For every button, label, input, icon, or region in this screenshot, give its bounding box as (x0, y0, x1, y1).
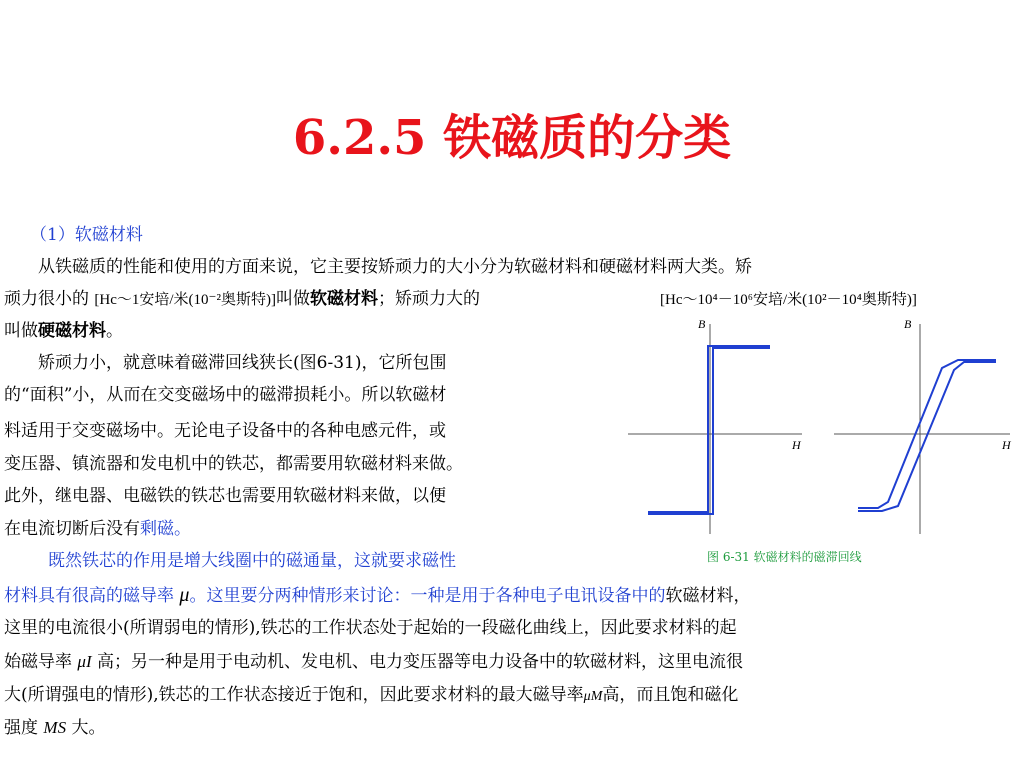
soft-material-term: 软磁材料 (309, 289, 378, 309)
para3-line6-pre: 强度 (4, 718, 38, 738)
para3-line4 (4, 650, 743, 674)
para2-line4: 变压器、镇流器和发电机中的铁芯，都需要用软磁材料来做。 (4, 454, 463, 474)
para1-line2-post: ；矫顽力大的 (377, 289, 480, 309)
soft-loop-upper (648, 346, 770, 512)
remanence-term: 剩磁。 (140, 519, 191, 539)
para2-line5: 此外，继电器、电磁铁的铁芯也需要用软磁材料来做，以便 (4, 486, 446, 506)
para1-line2-mid: 叫做 (275, 289, 310, 309)
para3-line2 (4, 583, 750, 608)
para1-line1: 从铁磁质的性能和使用的方面来说，它主要按矫顽力的大小分为软磁材料和硬磁材料两大类。矫 (38, 257, 752, 277)
right-h-label: H (1002, 438, 1011, 452)
hard-coercivity-formula: [Hc～10⁴－10⁶安培/米(10²－10⁴奥斯特)] (660, 292, 917, 308)
para3-line6 (4, 716, 105, 740)
mu-i-symbol: μI (77, 652, 92, 671)
left-h-label: H (792, 438, 801, 452)
para3-line4-post: 高；另一种是用于电动机、发电机、电力变压器等电力设备中的软磁材料，这里电流很 (97, 652, 744, 672)
soft-loop-slanted-b (858, 362, 996, 511)
hysteresis-figure (620, 312, 1024, 542)
para3-line2-pre: 材料具有很高的磁导率 (4, 586, 174, 606)
para1-line3 (4, 319, 123, 343)
para3-line5-pre: 大(所谓强电的情形),铁芯的工作状态接近于饱和，因此要求材料的最大磁导率 (4, 685, 584, 705)
para2-line3: 料适用于交变磁场中。无论电子设备中的各种电感元件，或 (4, 421, 446, 441)
left-b-label: B (698, 317, 706, 331)
para1-line2 (4, 287, 480, 312)
hard-material-term: 硬磁材料 (38, 321, 106, 341)
para1-line3-post: 。 (106, 321, 123, 341)
mu-m-symbol: μM (583, 689, 603, 704)
para1-line2-pre: 顽力很小的 (4, 289, 89, 309)
para2-line6 (4, 517, 191, 541)
m-s-symbol: MS (43, 718, 67, 737)
para2-line2: 的“面积”小，从而在交变磁场中的磁滞损耗小。所以软磁材 (4, 385, 447, 405)
para3-line3: 这里的电流很小(所谓弱电的情形),铁芯的工作状态处于起始的一段磁化曲线上，因此要求材料的起 (4, 618, 737, 638)
para3-line2-post: 软磁材料， (665, 586, 751, 606)
page-title: 6.2.5 铁磁质的分类 (292, 110, 732, 166)
para3-line6-post: 大。 (71, 718, 106, 738)
figure-caption: 图 6-31 软磁材料的磁滞回线 (707, 550, 862, 564)
para3-line5 (4, 683, 738, 709)
para2-line1: 矫顽力小，就意味着磁滞回线狭长(图6-31)，它所包围 (38, 353, 447, 373)
para2-line6-pre: 在电流切断后没有 (4, 519, 140, 539)
para3-line5-post: 高，而且饱和磁化 (602, 685, 739, 705)
para1-line3-pre: 叫做 (4, 321, 38, 341)
para3-line1: 既然铁芯的作用是增大线圈中的磁通量，这就要求磁性 (48, 551, 456, 571)
mu-symbol: μ (179, 584, 190, 606)
section-heading: （1）软磁材料 (30, 225, 143, 245)
para3-line4-pre: 始磁导率 (4, 652, 72, 672)
para3-line2-blue: 。这里要分两种情形来讨论：一种是用于各种电子电讯设备中的 (189, 586, 666, 606)
right-b-label: B (904, 317, 912, 331)
soft-coercivity-formula: [Hc～1安培/米(10⁻²奥斯特)] (94, 292, 276, 308)
